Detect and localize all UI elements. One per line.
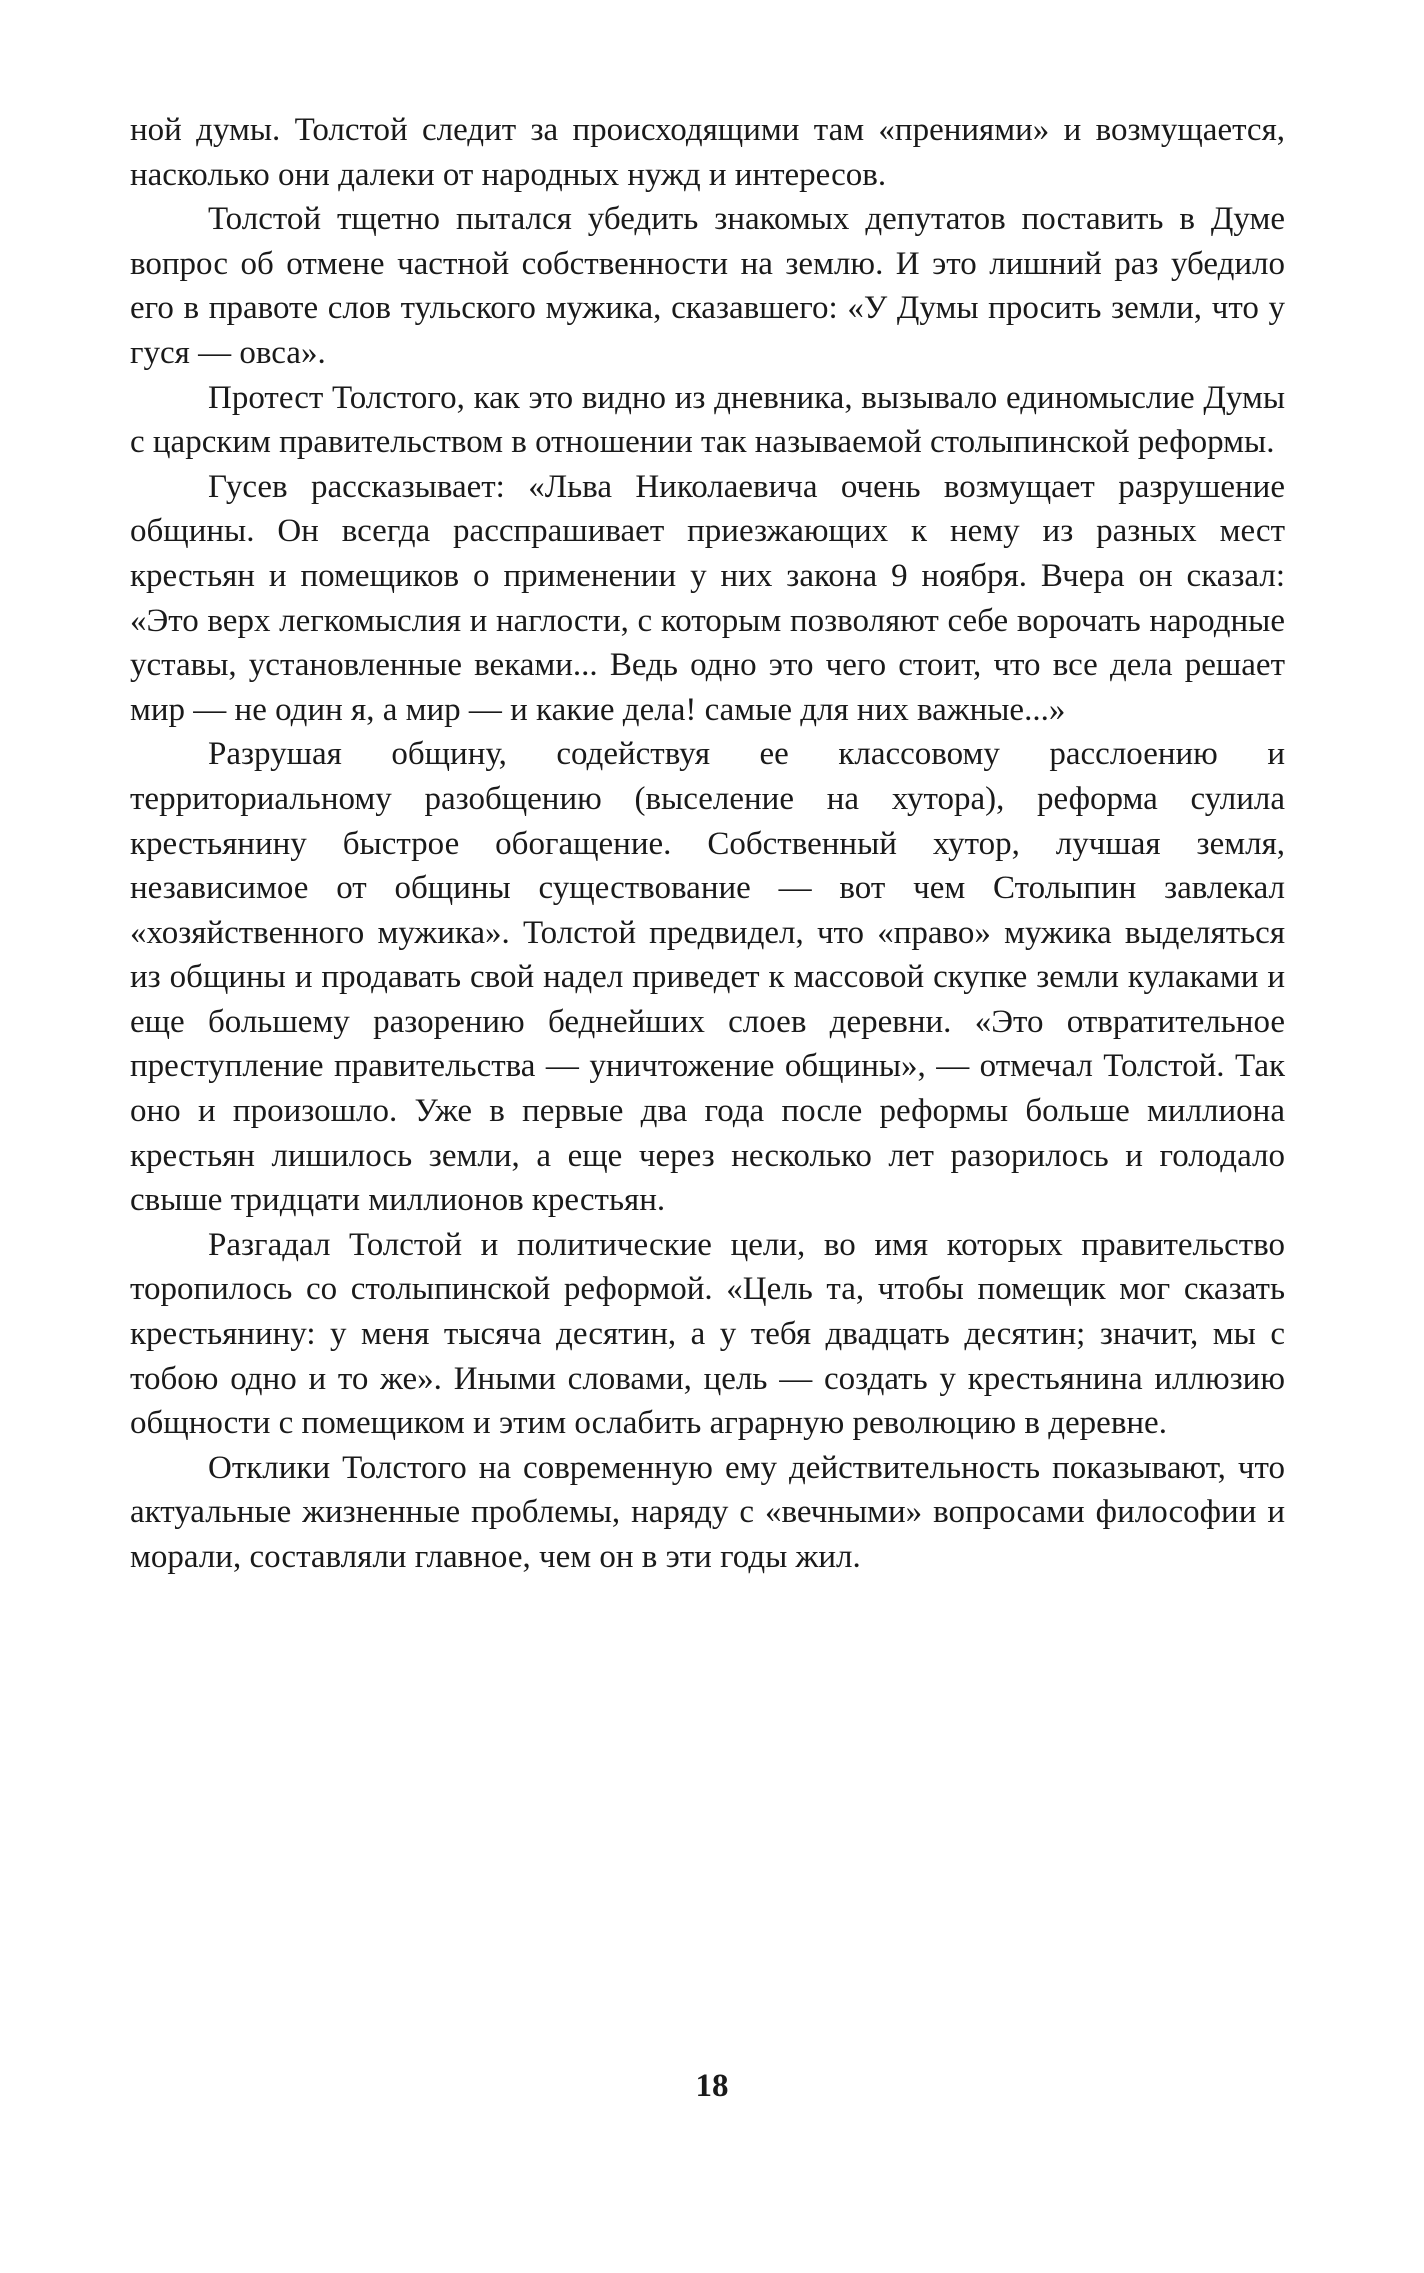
paragraph-1: ной думы. Толстой следит за происходящими там «прениями» и возмущается, насколько они далеки от народных нужд и интересов. <box>130 112 1285 193</box>
paragraph-7: Отклики Толстого на современную ему действительность показывают, что актуальные жизненные проблемы, наряду с «вечными» вопросами философии и морали, составляли главное, чем он в эти годы жил. <box>130 1449 1285 1575</box>
paragraph-6: Разгадал Толстой и политические цели, во имя которых правительство торопилось со столыпинской реформой. «Цель та, чтобы помещик мог сказать крестьянину: у меня тысяча десятин, а у тебя двадцать десятин; значит, мы с тобою одно и то же». Иными словами, цель — создать у крестьянина иллюзию общности с помещиком и этим ослабить аграрную революцию в деревне. <box>130 1226 1285 1442</box>
paragraph-4: Гусев рассказывает: «Льва Николаевича очень возмущает разрушение общины. Он всегда расспрашивает приезжающих к нему из разных мест крестьян и помещиков о применении у них закона 9 ноября. Вчера он сказал: «Это верх легкомыслия и наглости, с которым позволяют себе ворочать народные уставы, установленные веками... Ведь одно это чего стоит, что все дела решает мир — не один я, а мир — и какие дела! самые для них важные...» <box>130 468 1285 728</box>
page-body <box>130 108 1285 1580</box>
paragraph-3: Протест Толстого, как это видно из дневника, вызывало единомыслие Думы с царским правительством в отношении так называемой столыпинской реформы. <box>130 379 1285 461</box>
paragraph-2: Толстой тщетно пытался убедить знакомых депутатов поставить в Думе вопрос об отмене частной собственности на землю. И это лишний раз убедило его в правоте слов тульского мужика, сказавшего: «У Думы просить земли, что у гуся — овса». <box>130 201 1285 371</box>
paragraph-5: Разрушая общину, содействуя ее классовому расслоению и территориальному разобщению (выселение на хутора), реформа сулила крестьянину быстрое обогащение. Собственный хутор, лучшая земля, независимое от общины существование — вот чем Столыпин завлекал «хозяйственного мужика». Толстой предвидел, что «право» мужика выделяться из общины и продавать свой надел приведет к массовой скупке земли кулаками и еще большему разорению беднейших слоев деревни. «Это отвратительное преступление правительства — уничтожение общины», — отмечал Толстой. Так оно и произошло. Уже в первые два года после реформы больше миллиона крестьян лишилось земли, а еще через несколько лет разорилось и голодало свыше тридцати миллионов крестьян. <box>130 736 1285 1219</box>
page-number: 18 <box>695 2068 729 2104</box>
